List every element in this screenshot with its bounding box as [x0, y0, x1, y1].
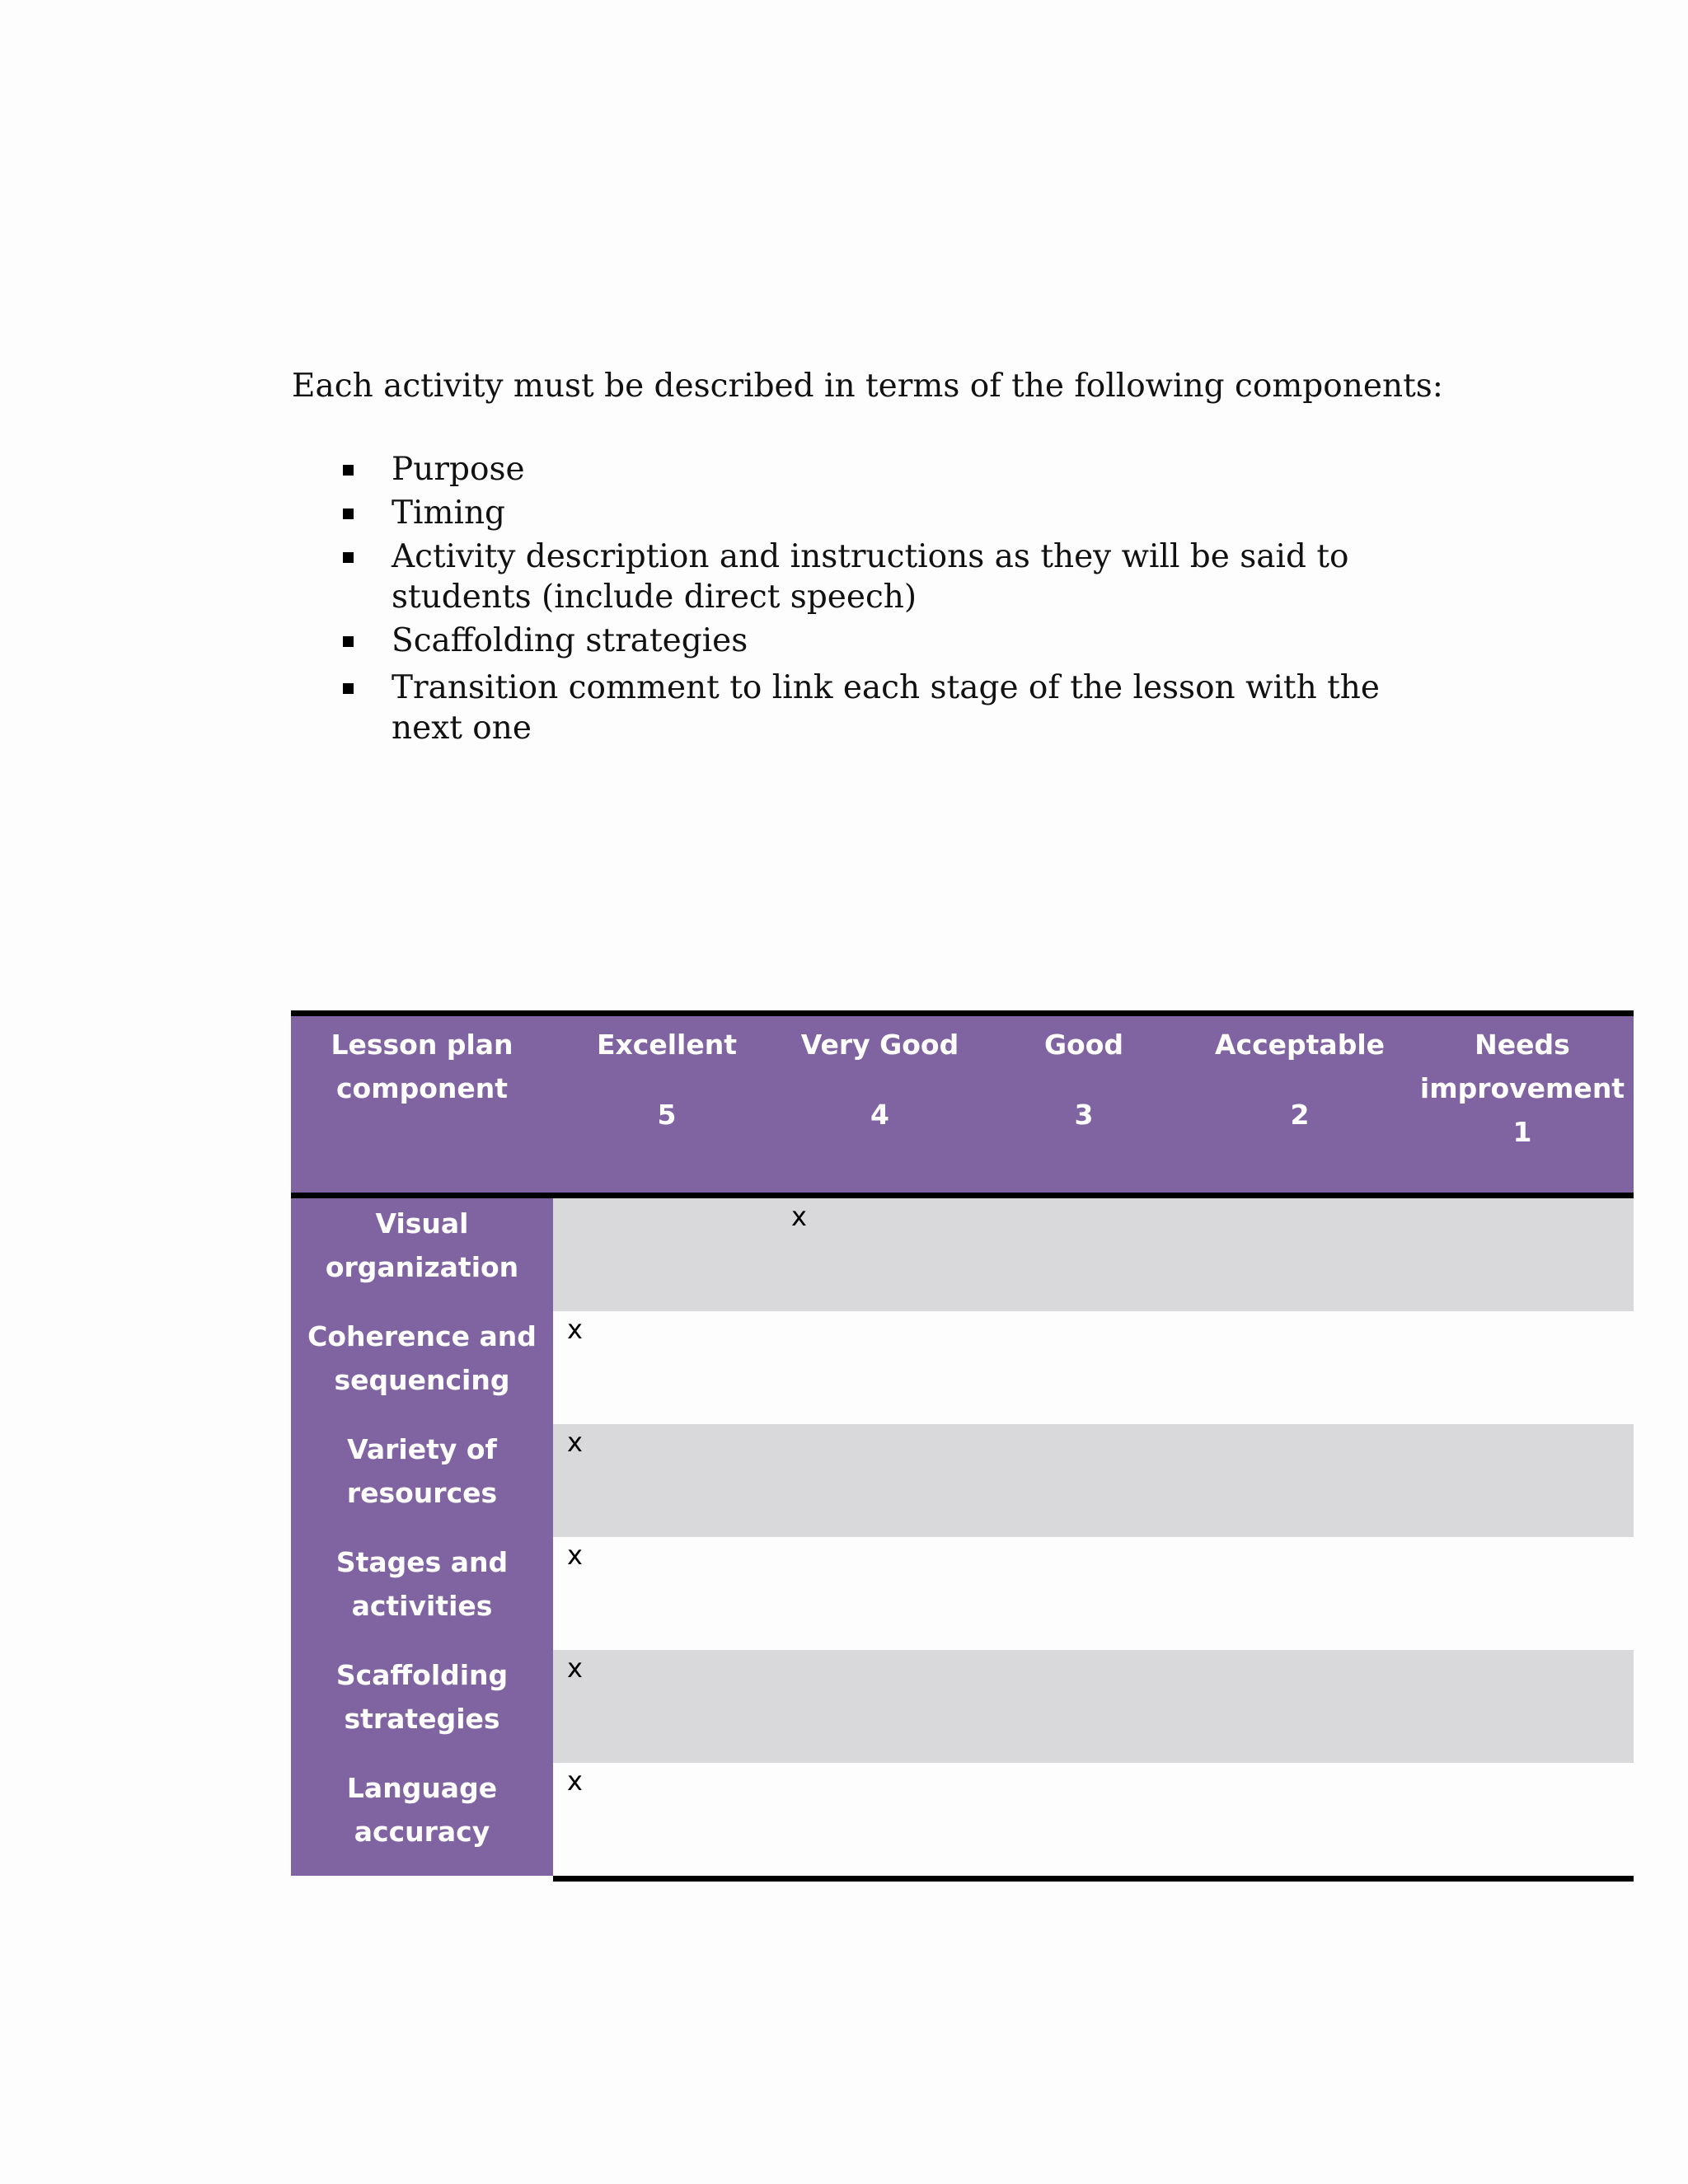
list-item-text: Activity description and instructions as they will be said to students (include direct speech) [392, 538, 1349, 616]
intro-text: Each activity must be described in terms of the following components: [292, 368, 1443, 405]
table-row [291, 1424, 1634, 1537]
header-good-score: 3 [1074, 1099, 1094, 1131]
list-item [292, 449, 1396, 490]
rating-mark: x [791, 1201, 807, 1232]
rating-cells [553, 1537, 1634, 1650]
header-very-good-score: 4 [870, 1099, 889, 1131]
list-item [292, 621, 1396, 661]
row-component: Variety of resources [291, 1424, 553, 1537]
row-component: Stages and activities [291, 1537, 553, 1650]
header-acceptable-score: 2 [1290, 1099, 1310, 1131]
header-good [979, 1016, 1189, 1193]
list-item-text: Timing [392, 494, 506, 532]
list-item [292, 668, 1396, 748]
rating-cells [553, 1424, 1634, 1537]
header-good-label: Good [1043, 1029, 1124, 1061]
table-row [291, 1763, 1634, 1876]
header-needs-improvement [1411, 1016, 1634, 1193]
rubric-header-row [291, 1010, 1634, 1198]
rating-mark: x [567, 1765, 583, 1797]
bullet-square-icon [343, 683, 354, 694]
row-component: Coherence and sequencing [291, 1311, 553, 1424]
header-very-good [781, 1016, 979, 1193]
bullet-square-icon [343, 552, 354, 563]
list-item [292, 537, 1396, 617]
header-needs-improvement-score: 1 [1512, 1116, 1532, 1148]
rubric-table [291, 1010, 1634, 1882]
header-very-good-label: Very Good [800, 1029, 959, 1061]
rating-cells [553, 1311, 1634, 1424]
rating-cells [553, 1763, 1634, 1876]
table-bottom-rule [553, 1876, 1634, 1882]
bullet-square-icon [343, 509, 354, 519]
bullet-square-icon [343, 465, 354, 476]
rating-mark: x [567, 1540, 583, 1571]
rating-mark: x [567, 1314, 583, 1345]
header-excellent-label: Excellent [596, 1029, 738, 1061]
header-excellent-score: 5 [657, 1099, 677, 1131]
table-row [291, 1311, 1634, 1424]
list-item [292, 493, 1396, 533]
header-acceptable-label: Acceptable [1214, 1029, 1386, 1061]
rating-mark: x [567, 1427, 583, 1458]
component-list [292, 449, 1396, 752]
rating-mark: x [567, 1652, 583, 1684]
rating-cells [553, 1198, 1634, 1311]
header-needs-improvement-label: Needs improvement [1419, 1029, 1625, 1104]
table-row [291, 1198, 1634, 1311]
header-acceptable [1189, 1016, 1411, 1193]
header-component [291, 1016, 553, 1193]
list-item-text: Purpose [392, 451, 525, 488]
row-component: Language accuracy [291, 1763, 553, 1876]
table-row [291, 1537, 1634, 1650]
row-component: Visual organization [291, 1198, 553, 1311]
rating-cells [553, 1650, 1634, 1763]
table-row [291, 1650, 1634, 1763]
header-component-label: Lesson plan component [331, 1029, 513, 1104]
bullet-square-icon [343, 636, 354, 647]
list-item-text: Scaffolding strategies [392, 622, 748, 659]
row-component: Scaffolding strategies [291, 1650, 553, 1763]
list-item-text: Transition comment to link each stage of the lesson with the next one [392, 669, 1380, 747]
header-excellent [553, 1016, 781, 1193]
